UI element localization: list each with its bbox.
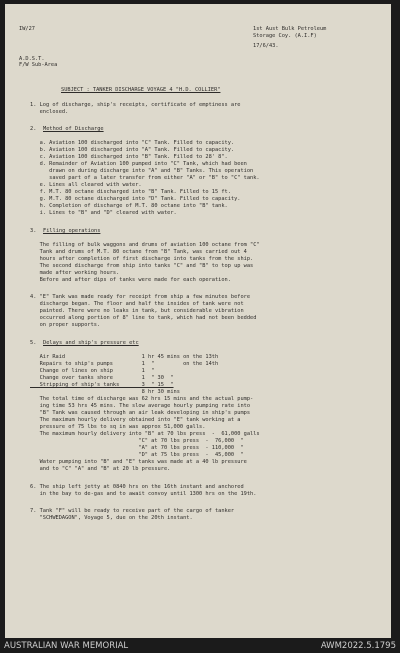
section-line: Tank and drums of M.T. 80 octane from "B" Tank, was carried out 4 xyxy=(30,249,247,255)
section-line: The maximum hourly delivery obtained into "E" tank working at a xyxy=(30,417,241,423)
section-title: Method of Discharge xyxy=(43,126,104,132)
section-line: "C" at 70 lbs press - 76,000 " xyxy=(30,438,244,444)
document-page xyxy=(5,4,391,638)
section-line: "SCHWEDAGON", Voyage 5, due on the 20th instant. xyxy=(30,515,193,521)
section-line: Before and after dips of tanks were made for each operation. xyxy=(30,277,231,283)
delay-row: Repairs to ship's pumps 1 " on the 14th xyxy=(30,361,219,367)
section-line: occurred along portion of 8" line to tank, which had not been bedded xyxy=(30,315,257,321)
archive-name: AUSTRALIAN WAR MEMORIAL xyxy=(4,641,129,651)
section-line: hours after completion of first discharge into tanks from the ship. xyxy=(30,256,254,262)
section-line: and to "C" "A" and "B" at 20 lb pressure. xyxy=(30,466,171,472)
section-line: pressure of 75 lbs to sq in was approx 51,000 galls. xyxy=(30,424,206,430)
section-line: i. Lines to "B" and "D" cleared with water. xyxy=(30,210,177,216)
section-line: enclosed. xyxy=(30,109,69,115)
section-line: "D" at 75 lbs press - 45,000 " xyxy=(30,452,244,458)
addressee-line1: A.D.S.T. xyxy=(19,56,45,62)
section-line: 4. "E" Tank was made ready for receipt from ship a few minutes before xyxy=(30,294,251,300)
section-line: h. Completion of discharge of M.T. 80 octane into "B" tank. xyxy=(30,203,228,209)
archive-footer xyxy=(0,639,400,653)
section-line: The total time of discharge was 62 hrs 15 mins and the actual pump- xyxy=(30,396,254,402)
section-line: in the bay to de-gas and to await convoy until 1300 hrs on the 19th. xyxy=(30,491,257,497)
section-line: on proper supports. xyxy=(30,322,101,328)
delay-row: Stripping of ship's tanks 3 " 15 " xyxy=(30,382,174,388)
section-line: 7. Tank "F" will be ready to receive part of the cargo of tanker xyxy=(30,508,235,514)
section-line: "B" Tank was caused through an air leak developing in ship's pumps xyxy=(30,410,251,416)
section-number: 5. xyxy=(30,340,37,346)
reference-number: IW/27 xyxy=(19,26,35,32)
section-line: drawn on during discharge into "A" and "B" Tanks. This operation xyxy=(30,168,254,174)
sender-unit-line1: 1st Aust Bulk Petroleum xyxy=(253,26,327,32)
section-line: The second discharge from ship into tanks "C" and "B" to top up was xyxy=(30,263,254,269)
section-line: "A" at 70 lbs press - 110,000 " xyxy=(30,445,244,451)
delay-row: Change over tanks shore 1 " 30 " xyxy=(30,375,174,381)
sender-unit-line2: Storage Coy. (A.I.F) xyxy=(253,33,317,39)
section-line: painted. There were no leaks in tank, but considerable vibration xyxy=(30,308,244,314)
section-line: f. M.T. 80 octane discharged into "B" Tank. Filled to 15 ft. xyxy=(30,189,231,195)
section-line: Water pumping into "B" and "E" tanks was made at a 40 lb pressure xyxy=(30,459,247,465)
section-line: c. Aviation 100 discharged into "B" Tank. Filled to 28' 8". xyxy=(30,154,228,160)
section-line: saved part of a later transfer from either "A" or "B" to "C" tank. xyxy=(30,175,260,181)
section-title: Delays and ship's pressure etc xyxy=(43,340,139,346)
section-line: b. Aviation 100 discharged into "A" Tank. Filled to capacity. xyxy=(30,147,235,153)
section-line: 1. Log of discharge, ship's receipts, certificate of emptiness are xyxy=(30,102,241,108)
section-number: 2. xyxy=(30,126,37,132)
archive-accession-number: AWM2022.5.1795 xyxy=(320,641,396,651)
section-line: ing time 53 hrs 45 mins. The slow average hourly pumping rate into xyxy=(30,403,251,409)
section-line: d. Remainder of Aviation 100 pumped into "C" Tank, which had been xyxy=(30,161,247,167)
section-line: 6. The ship left jetty at 0840 hrs on the 16th instant and anchored xyxy=(30,484,244,490)
section-line: made after working hours. xyxy=(30,270,120,276)
section-line: discharge began. The floor and half the insides of tank were not xyxy=(30,301,244,307)
delay-total: 8 hr 30 mins xyxy=(30,389,180,395)
letter-date: 17/6/43. xyxy=(253,43,279,49)
section-title: Filling operations xyxy=(43,228,101,234)
addressee-line2: F/W Sub-Area xyxy=(19,62,58,68)
section-line: The filling of bulk waggons and drums of aviation 100 octane from "C" xyxy=(30,242,260,248)
delay-row: Air Raid 1 hr 45 mins on the 13th xyxy=(30,354,219,360)
section-line: e. Lines all cleared with water. xyxy=(30,182,142,188)
delay-row: Change of lines on ship 1 " xyxy=(30,368,155,374)
section-number: 3. xyxy=(30,228,37,234)
subject-heading: SUBJECT : TANKER DISCHARGE VOYAGE 4 "H.D. COLLIER" xyxy=(61,87,221,93)
section-line: g. M.T. 80 octane discharged into "D" Tank. Filled to capacity. xyxy=(30,196,241,202)
section-line: The maximum hourly delivery into "B" at 70 lbs press - 61,000 galls xyxy=(30,431,260,437)
section-line: a. Aviation 100 discharged into "C" Tank. Filled to capacity. xyxy=(30,140,235,146)
